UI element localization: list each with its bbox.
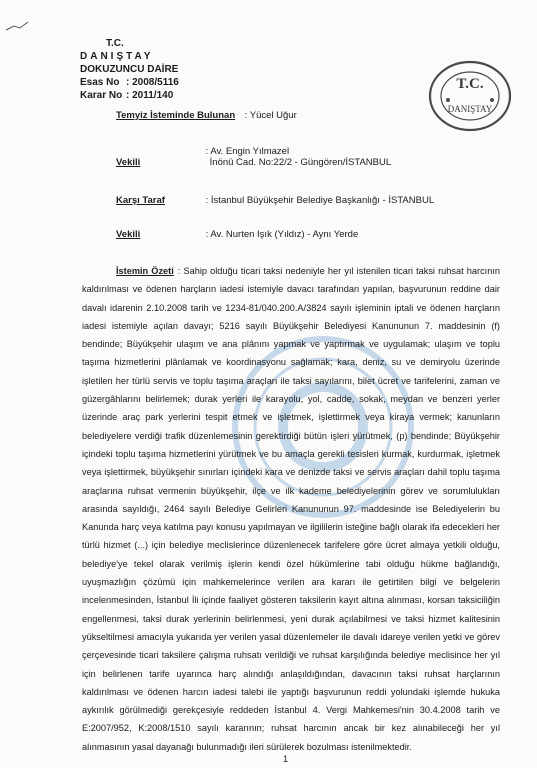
summary-paragraph (82, 262, 500, 756)
esas-label: Esas No (80, 77, 120, 88)
appellant-label: Temyiz İsteminde Bulunan (116, 110, 236, 121)
document-header (80, 37, 179, 102)
opponent-counsel-label: Vekili (116, 229, 141, 240)
court-seal-icon (424, 56, 516, 136)
karar-label: Karar No (80, 90, 123, 101)
appellant-counsel-address: İnönü Cad. No:22/2 - Güngören/İSTANBUL (209, 157, 392, 168)
appellant-counsel-value (206, 146, 391, 168)
opponent-line (116, 195, 434, 206)
header-tc: T.C. (106, 38, 124, 49)
opponent-value: : İstanbul Büyükşehir Belediye Başkanlığı - İSTANBUL (205, 195, 435, 206)
header-institution: DANIŞTAY (80, 51, 154, 62)
pen-mark-icon (4, 18, 34, 38)
header-chamber: DOKUZUNCU DAİRE (80, 64, 179, 75)
esas-row (80, 76, 179, 89)
karar-value: : 2011/140 (126, 90, 174, 101)
page-number: 1 (283, 754, 289, 764)
opponent-counsel-line (116, 229, 358, 240)
opponent-counsel-value: : Av. Nurten Işık (Yıldız) - Aynı Yerde (205, 229, 359, 240)
seal-top-text: T.C. (456, 76, 484, 92)
appellant-counsel-line (116, 146, 391, 168)
appellant-line (116, 110, 297, 121)
summary-text: : Sahip olduğu ticari taksi nedeniyle her yıl istenilen ticari taksi ruhsat harcının kaldırılması ve ödenen harçların iadesi istemiyle davacı tarafından yapılan, başvurunun reddine dair davalı idarenin 2.10.2008 tarih ve 1234-81/040.200.A/3824 sayılı işleminin iptali ve ödenen harçların iadesi istemiyle açılan davayı; 5216 sayılı Büyükşehir Belediyesi Kanununun 7. maddesinin (f) bendinde; Büyükşehir ulaşım ve ana plânını yapmak ve yaptırmak ve uygulamak; ulaşım ve toplu taşıma hizmetlerini plânlamak ve koordinasyonu sağlamak; kara, deniz, su ve demiryolu üzerinde işletilen her türlü servis ve toplu taşıma araçları ile taksi sayılarını, bilet ücret ve tarifelerini, zaman ve güzergâhlarını belirlemek; durak yerleri ile karayolu, yol, cadde, sokak, meydan ve benzeri yerler üzerinde araç park yerlerini tespit etmek ve işletmek, işlettirmek veya kiraya vermek; kanunların belediyelere verdiği trafik düzenlemesinin gerektirdiği bütün işleri yürütmek, (p) bendinde; Büyükşehir içindeki toplu taşıma hizmetlerini yürütmek ve bu amaçla gerekli tesisleri kurmak, kurdurmak, işletmek veya işlettirmek, büyükşehir sınırları içindeki kara ve denizde taksi ve servis araçları dahil toplu taşıma araçlarına ruhsat vermenin büyükşehir, ilçe ve ilk kademe belediyelerinin görev ve sorumlulukları arasında sayıldığı, 2464 sayılı Belediye Gelirleri Kanununun 97. maddesinde ise Belediyelerin bu Kanunda harç veya katılma payı konusu yapılmayan ve ilgililerin isteğine bağlı olarak ifa edecekleri her türlü hizmet (...) için belediye meclislerince düzenlenecek tarifelere göre ücret almaya yetkili olduğu, belediye'ye tekel olarak verilmiş işlerin kendi özel hükümlerine tabi olduğu hükme bağlandığı, uyuşmazlığın çözümü için mahkemelerince verilen ara kararı ile getirtilen bilgi ve belgelerin incelenmesinden, İstanbul İli içinde faaliyet gösteren taksilerin kayıt altına alınması, korsan taksiciliğin engellenmesi, taksi durak yerlerinin belirlenmesi, yeni durak açılabilmesi ve taksi hizmet kalitesinin yükseltilmesi amacıyla yukarıda yer verilen yasal düzenlemeler ile davalı idareye verilen yetki ve görev çerçevesinde ticari taksilere çalışma ruhsatı verildiği ve ruhsat karşılığında belediye meclisince her yıl için belirlenen tarife uyarınca harç alındığı anlaşıldığından, davacının taksi ruhsat harçlarının kaldırılması ve ödenen harcın iadesi talebi ile yaptığı başvurunun reddi yolundaki işlemde hukuka aykırılık görülmediği gerekçesiyle reddeden İstanbul 4. Vergi Mahkemesi'nin 30.4.2008 tarih ve E:2007/952, K:2008/1510 sayılı kararının; ruhsat harcının ancak bir kez alınabileceği her yıl alınmasının yasal dayanağı bulunmadığı ileri sürülerek bozulması istenilmektedir. (82, 266, 500, 752)
esas-value: : 2008/5116 (126, 77, 179, 88)
karar-row (80, 89, 179, 102)
appellant-counsel-label: Vekili (116, 157, 141, 168)
appellant-counsel-name: : Av. Engin Yılmazel (205, 146, 290, 157)
summary-label: İstemin Özeti (116, 266, 174, 276)
seal-ring-text: DANIŞTAY (447, 104, 493, 114)
opponent-label: Karşı Taraf (116, 195, 165, 206)
appellant-value: : Yücel Uğur (244, 110, 297, 121)
